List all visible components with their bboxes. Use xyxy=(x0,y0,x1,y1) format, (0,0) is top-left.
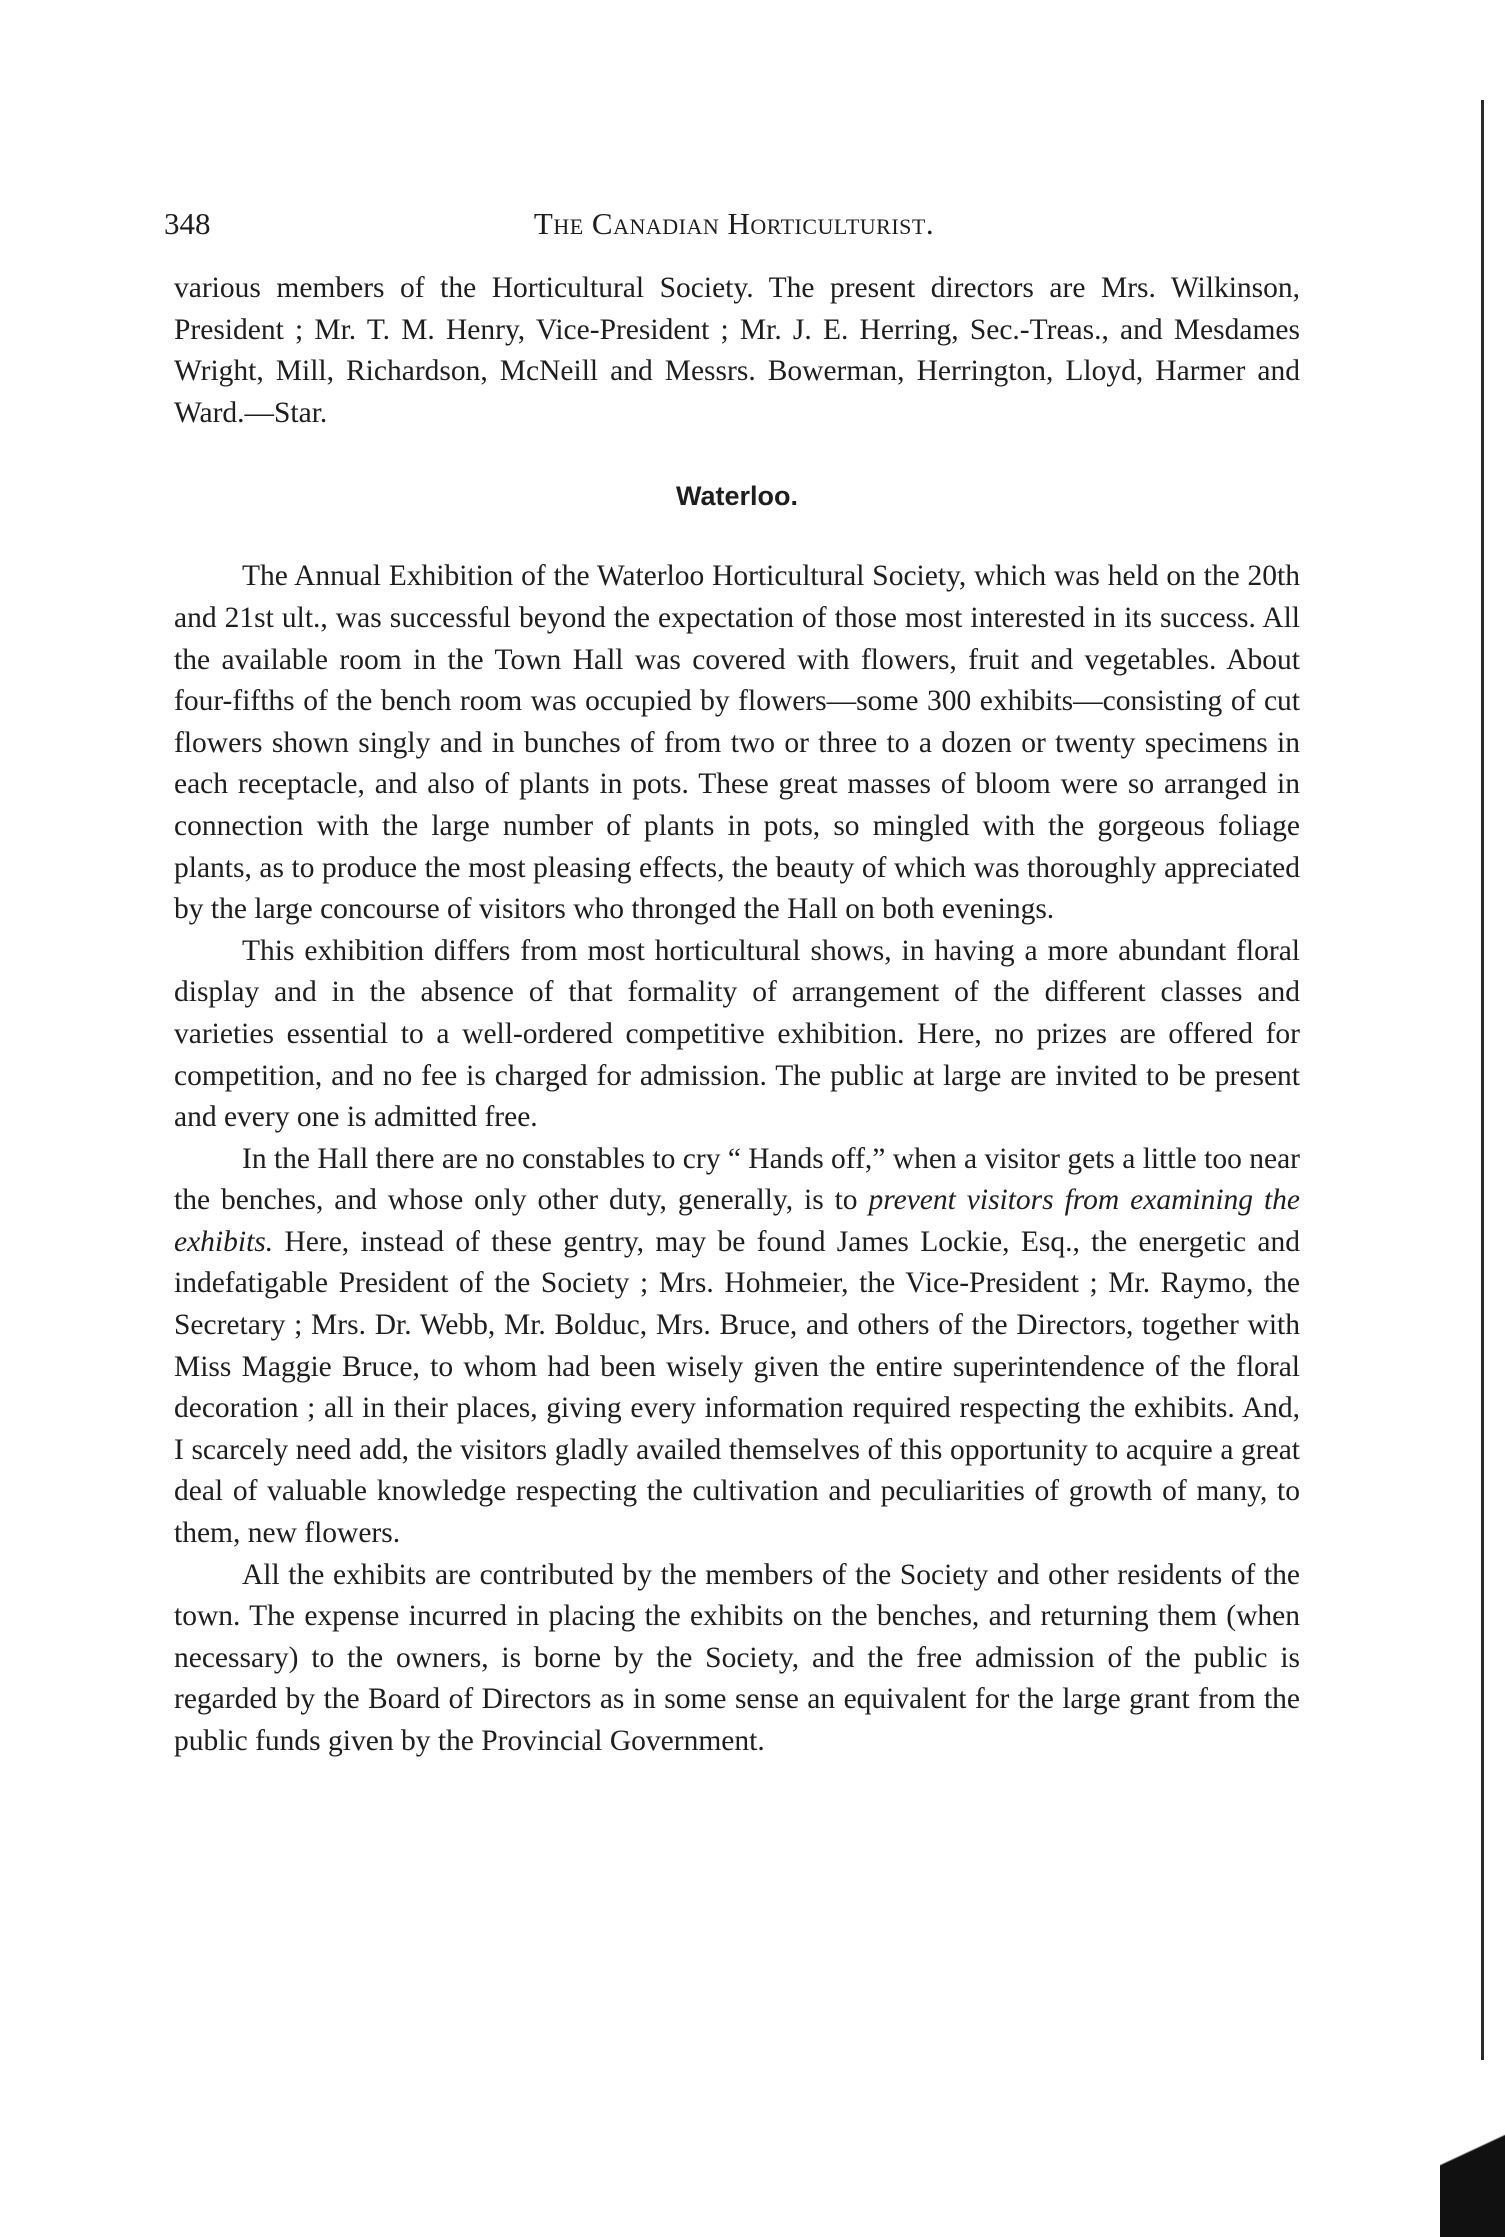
paragraph-hall-text-1: In the Hall there are no constables to cry “ Hands off,” when a visitor gets a little too near the benches, and whose only other duty, generally, is to xyxy=(174,1142,1300,1217)
paragraph-hall-text-2: Here, instead of these gentry, may be found James Lockie, Esq., the energetic and indefatigable President of the Society ; Mrs. Hohmeier, the Vice-President ; Mr. Raymo, the Secretary ; Mrs. Dr. Webb, Mr. Bolduc, Mrs. Bruce, and others of the Directors, together with Miss Maggie Bruce, to whom had been wisely given the entire superintendence of the floral decoration ; all in their places, giving every information required respecting the exhibits. And, I scarcely need add, the visitors gladly availed themselves of this opportunity to acquire a great deal of valuable knowledge respecting the cultivation and peculiarities of growth of many, to them, new flowers. xyxy=(174,1225,1300,1550)
page-header xyxy=(164,204,1304,244)
page-corner-shadow xyxy=(1440,2080,1505,2237)
paragraph-exhibition: The Annual Exhibition of the Waterloo Horticultural Society, which was held on the 20th and 21st ult., was successful beyond the expectation of those most interested in its success. All the available room in the Town Hall was covered with flowers, fruit and vegetables. About four-fifths of the bench room was occupied by flowers—some 300 exhibits—consisting of cut flowers shown singly and in bunches of from two or three to a dozen or twenty specimens in each receptacle, and also of plants in pots. These great masses of bloom were so arranged in connection with the large number of plants in pots, so mingled with the gorgeous foliage plants, as to produce the most pleasing effects, the beauty of which was thoroughly appreciated by the large concourse of visitors who thronged the Hall on both evenings. xyxy=(174,560,1300,926)
page-number: 348 xyxy=(164,206,211,241)
page-edge-rule xyxy=(1481,100,1484,2060)
section-title: Waterloo. xyxy=(675,481,798,512)
paragraph-differences: This exhibition differs from most horticultural shows, in having a more abundant floral display and in the absence of that formality of arrangement of the different classes and varieties essential to a well-ordered competitive exhibition. Here, no prizes are offered for competition, and no fee is charged for admission. The public at large are invited to be present and every one is admitted free. xyxy=(174,934,1300,1134)
paragraph-contributions: All the exhibits are contributed by the members of the Society and other residents of the town. The expense incurred in placing the exhibits on the benches, and returning them (when necessary) to the owners, is borne by the Society, and the free admission of the public is regarded by the Board of Directors as in some sense an equivalent for the large grant from the public funds given by the Provincial Government. xyxy=(174,1558,1300,1757)
paragraph-hall-italic: prevent visitors from examining the exhibits. xyxy=(174,1184,1300,1258)
running-head: The Canadian Horticulturist. xyxy=(533,206,935,241)
paragraph-hall xyxy=(174,1139,1300,1555)
article-body xyxy=(174,268,1300,1763)
intro-paragraph: various members of the Horticultural Society. The present directors are Mrs. Wilkinson, President ; Mr. T. M. Henry, Vice-President ; Mr. J. E. Herring, Sec.-Treas., and Mesdames Wright, Mill, Richardson, McNeill and Messrs. Bowerman, Herrington, Lloyd, Harmer and Ward.—Star. xyxy=(174,272,1300,429)
